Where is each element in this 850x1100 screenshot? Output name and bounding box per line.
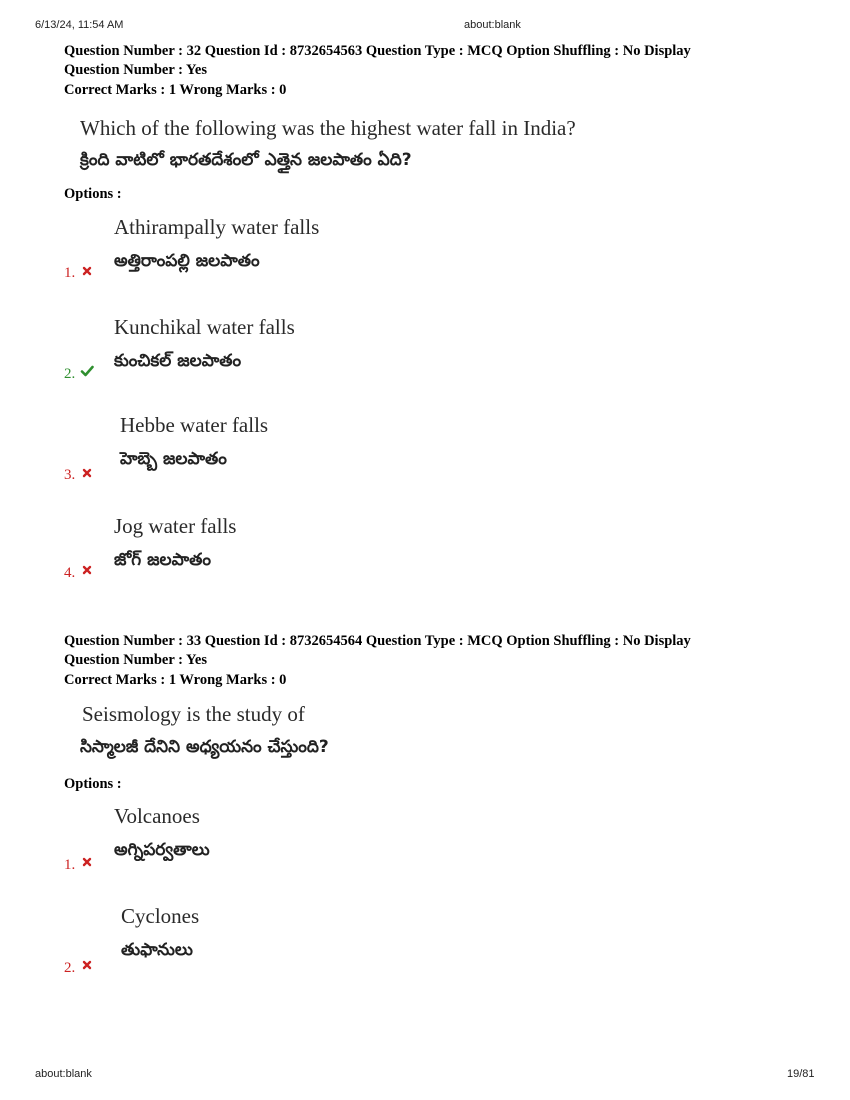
question-meta-line1: Question Number : 32 Question Id : 8732654563 Question Type : MCQ Option Shuffling : No Display [64,43,691,59]
cross-icon [80,855,94,869]
question-text-en: Which of the following was the highest water fall in India? [80,116,576,140]
option-text-en: Athirampally water falls [114,215,320,239]
cross-icon [80,958,94,972]
cross-icon [80,563,94,577]
question-meta-line1: Question Number : 33 Question Id : 8732654564 Question Type : MCQ Option Shuffling : No Display [64,633,691,649]
question-meta-line2: Question Number : Yes [64,62,207,78]
option-text-te: హెబ్బె జలపాతం [120,449,227,469]
option-text-te: తుఫానులు [121,940,193,960]
question-marks: Correct Marks : 1 Wrong Marks : 0 [64,82,287,98]
option-number: 1. [64,857,76,873]
question-text-te: క్రింది వాటిలో భారతదేశంలో ఎత్తైన జలపాతం ఏది? [80,150,412,170]
question-text-en: Seismology is the study of [82,702,305,726]
option-number: 4. [64,565,76,581]
question-meta-line2: Question Number : Yes [64,652,207,668]
option-number: 2. [64,366,76,382]
option-number: 3. [64,467,76,483]
option-text-en: Volcanoes [114,804,200,828]
print-url: about:blank [464,19,521,31]
options-label: Options : [64,186,122,202]
option-text-en: Cyclones [121,904,200,928]
option-text-en: Kunchikal water falls [114,315,295,339]
check-icon [80,364,94,378]
option-text-te: కుంచికల్ జలపాతం [114,351,242,371]
options-label: Options : [64,776,122,792]
option-number: 1. [64,265,76,281]
cross-icon [80,466,94,480]
page-number: 19/81 [787,1068,815,1080]
cross-icon [80,264,94,278]
option-number: 2. [64,960,76,976]
option-text-en: Jog water falls [114,514,237,538]
question-text-te: సిస్మాలజీ దేనిని అధ్యయనం చేస్తుంది? [80,737,329,757]
question-marks: Correct Marks : 1 Wrong Marks : 0 [64,672,287,688]
footer-url: about:blank [35,1068,92,1080]
print-datetime: 6/13/24, 11:54 AM [35,19,124,31]
option-text-te: అత్తిరాంపల్లి జలపాతం [114,251,260,271]
option-text-en: Hebbe water falls [120,413,269,437]
option-text-te: అగ్నిపర్వతాలు [114,840,210,860]
option-text-te: జోగ్ జలపాతం [114,550,211,570]
